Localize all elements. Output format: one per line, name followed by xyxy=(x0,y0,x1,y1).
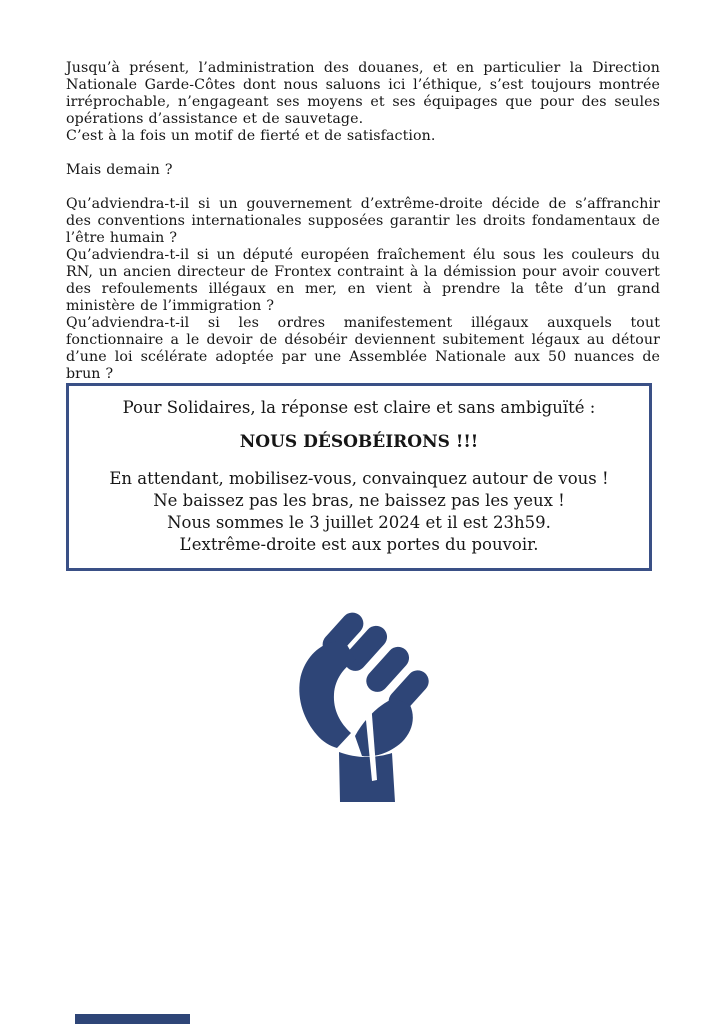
callout-line-2: Ne baissez pas les bras, ne baissez pas les yeux ! xyxy=(153,491,565,510)
question-heading: Mais demain ? xyxy=(66,162,173,178)
question-1: Qu’adviendra-t-il si un gouvernement d’extrême-droite décide de s’affranchir des conventions internationales supposées garantir les droits fondamentaux de l’être humain ? xyxy=(66,196,660,246)
paragraph-fierte: C’est à la fois un motif de fierté et de satisfaction. xyxy=(66,128,436,144)
body-text xyxy=(66,60,660,383)
footer-banner-partial xyxy=(75,1014,190,1024)
callout-line-4: L’extrême-droite est aux portes du pouvoir. xyxy=(179,535,539,554)
callout-line-3: Nous sommes le 3 juillet 2024 et il est 23h59. xyxy=(167,513,551,532)
callout-slogan: NOUS DÉSOBÉIRONS !!! xyxy=(239,432,479,452)
question-2: Qu’adviendra-t-il si un député européen fraîchement élu sous les couleurs du RN, un ancien directeur de Frontex contraint à la démission pour avoir couvert des refoulements illégaux en mer, en vient à prendre la tête d’un grand ministère de l’immigration ? xyxy=(66,247,660,314)
question-3: Qu’adviendra-t-il si les ordres manifestement illégaux auxquels tout fonctionnaire a le devoir de désobéir deviennent subitement légaux au détour d’une loi scélérate adoptée par une Assemblée Nationale aux 50 nuances de brun ? xyxy=(66,315,660,382)
callout-intro-line: Pour Solidaires, la réponse est claire et sans ambiguïté : xyxy=(122,398,596,417)
paragraph-douanes: Jusqu’à présent, l’administration des douanes, et en particulier la Direction Nationale Garde-Côtes dont nous saluons ici l’éthique, s’est toujours montrée irréprochable, n’engageant ses moyens et ses équipages que pour des seules opérations d’assistance et de sauvetage. xyxy=(66,60,660,127)
raised-fist-icon xyxy=(295,606,429,802)
callout-line-1: En attendant, mobilisez-vous, convainquez autour de vous ! xyxy=(109,469,609,488)
callout-box xyxy=(66,383,652,571)
